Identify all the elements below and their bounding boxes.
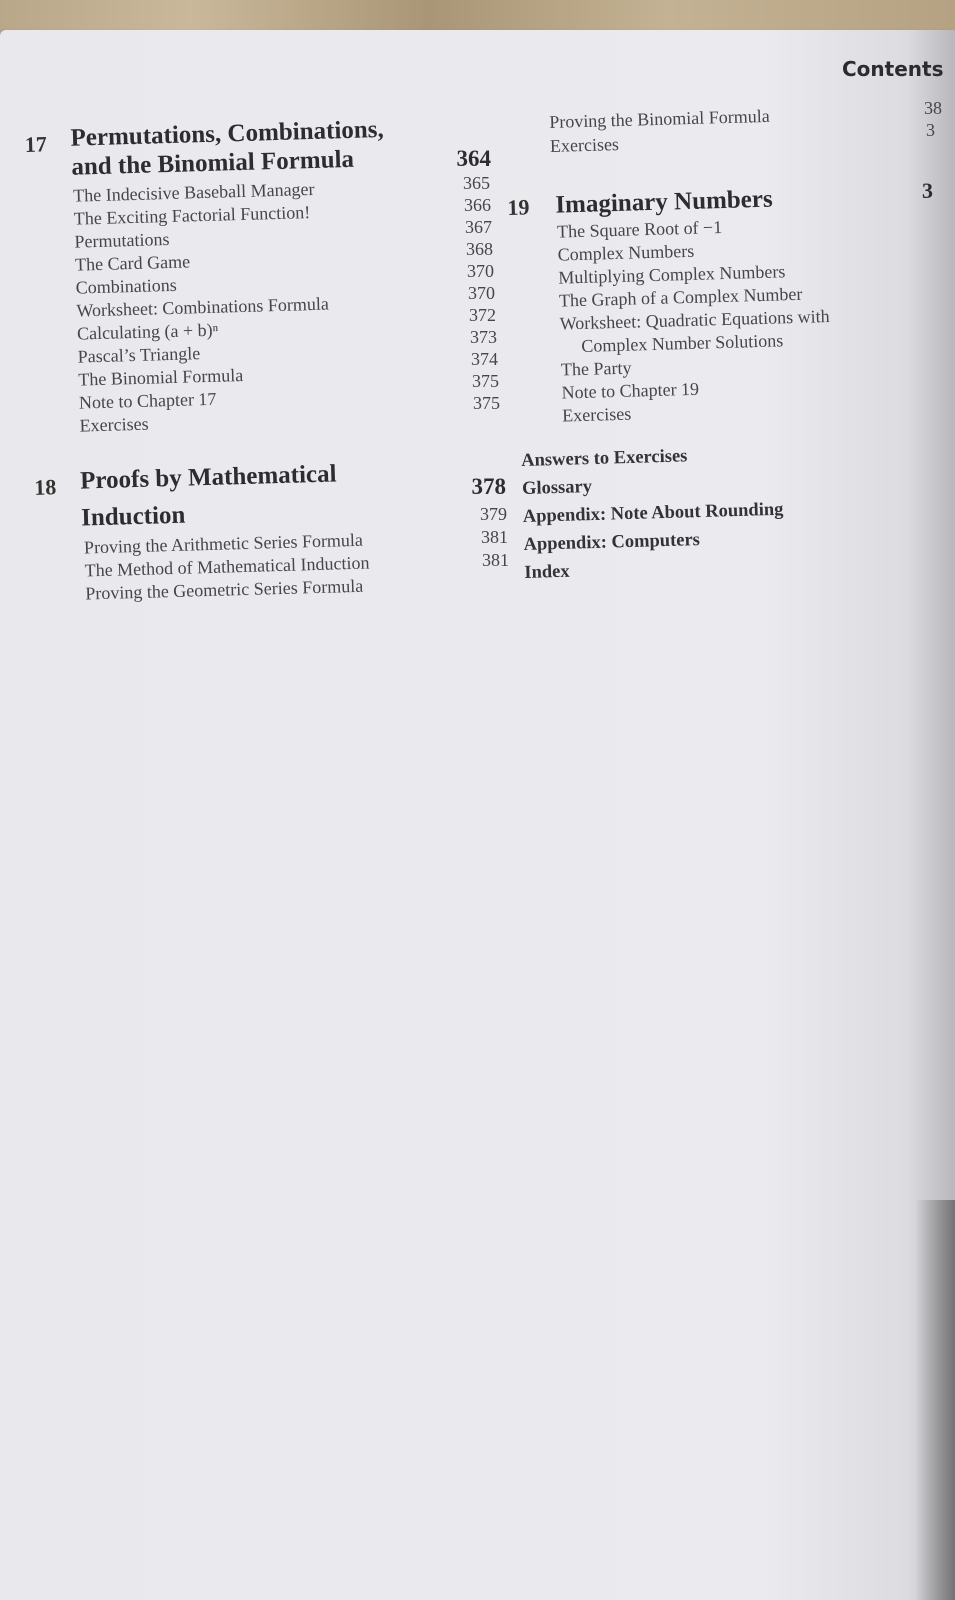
toc-entry: Pascal’s Triangle — [77, 343, 201, 367]
page-number: 368 — [466, 239, 493, 259]
chapter-title: Permutations, Combinations, — [70, 115, 385, 152]
toc-entry: Glossary — [521, 477, 593, 499]
toc-entry: Appendix: Note About Rounding — [522, 499, 784, 527]
toc-entry: Proving the Arithmetic Series Formula — [83, 529, 364, 558]
chapter-title: Imaginary Numbers — [554, 185, 774, 219]
page-number: 365 — [463, 173, 490, 193]
page-number: 375 — [473, 393, 500, 413]
toc-entry: Appendix: Computers — [523, 530, 701, 555]
edge-page-number: 3 — [926, 120, 935, 140]
chapter-page-number: 364 — [456, 146, 491, 171]
toc-entry: Index — [524, 561, 570, 583]
page-number: 372 — [469, 305, 496, 325]
chapter-number: 17 — [24, 131, 48, 157]
chapter-title: and the Binomial Formula — [71, 145, 355, 181]
toc-entry: Permutations — [74, 228, 170, 252]
page-number: 375 — [472, 371, 499, 391]
toc-entry: Proving the Binomial Formula — [549, 105, 770, 132]
toc-entry: The Indecisive Baseball Manager — [72, 178, 315, 206]
toc-entry: Complex Number Solutions — [581, 330, 784, 356]
page-number: 374 — [471, 349, 498, 369]
chapter-number: 19 — [507, 194, 530, 220]
chapter-title: Induction — [80, 501, 186, 532]
toc-entry: Exercises — [549, 134, 620, 156]
edge-page-number: 38 — [924, 98, 942, 118]
toc-entry: The Exciting Factorial Function! — [73, 202, 311, 229]
toc-entry: Calculating (a + b)ⁿ — [76, 319, 219, 344]
page-number: 367 — [465, 217, 492, 237]
edge-page-number: 3 — [922, 178, 933, 203]
toc-entry: Multiplying Complex Numbers — [558, 261, 786, 288]
page-number: 373 — [470, 327, 497, 347]
page-number: 366 — [464, 195, 491, 215]
toc-entry: The Method of Mathematical Induction — [84, 552, 370, 581]
page-number: 381 — [482, 550, 509, 570]
chapter-page-number: 378 — [471, 474, 506, 499]
toc-entry: Combinations — [75, 274, 178, 298]
toc-entry: The Binomial Formula — [78, 364, 244, 390]
chapter-title: Proofs by Mathematical — [79, 460, 337, 495]
toc-entry: Complex Numbers — [557, 240, 695, 265]
toc-entry: The Card Game — [74, 251, 191, 275]
page-number: 370 — [468, 283, 495, 303]
toc-entry: Note to Chapter 19 — [561, 378, 700, 403]
page-number: 379 — [480, 504, 507, 524]
toc-entry: The Graph of a Complex Number — [558, 283, 803, 311]
toc-entry: Exercises — [79, 413, 149, 436]
running-head: Contents — [842, 57, 944, 81]
toc-entry: Exercises — [561, 403, 632, 426]
page-number: 381 — [481, 527, 508, 547]
toc-entry: Answers to Exercises — [521, 446, 688, 471]
page-number: 370 — [467, 261, 494, 281]
toc-entry: Worksheet: Combinations Formula — [76, 293, 330, 321]
toc-entry: Note to Chapter 17 — [78, 388, 217, 413]
toc-entry: The Party — [560, 357, 632, 380]
toc-entry: The Square Root of −1 — [556, 217, 723, 242]
toc-entry: Worksheet: Quadratic Equations with — [559, 306, 830, 334]
page-shadow — [915, 1200, 955, 1600]
toc-entry: Proving the Geometric Series Formula — [85, 575, 364, 604]
chapter-number: 18 — [33, 474, 57, 500]
